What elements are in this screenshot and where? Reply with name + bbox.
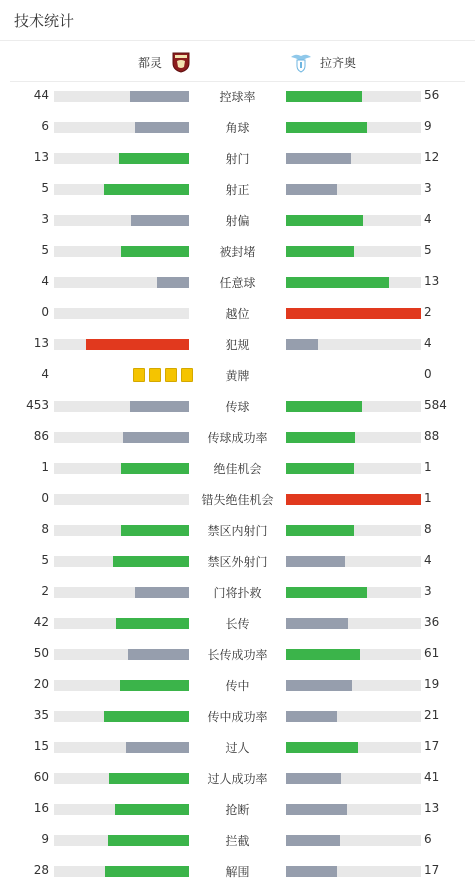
stat-label: 传球 [225, 400, 250, 414]
home-value: 44 [33, 88, 49, 102]
away-bar-track [286, 618, 421, 629]
away-bar [286, 463, 354, 474]
home-bar [128, 649, 189, 660]
away-bar [286, 246, 354, 257]
away-bar [286, 432, 355, 443]
home-bar [130, 91, 189, 102]
stat-row [0, 422, 475, 453]
teams-row [10, 41, 465, 82]
home-bar-track [54, 556, 189, 567]
home-bar-track [54, 432, 189, 443]
away-bar [286, 835, 340, 846]
home-bar [86, 339, 189, 350]
home-bar [121, 463, 189, 474]
away-bar [286, 339, 318, 350]
home-bar [119, 153, 189, 164]
away-bar-track [286, 401, 421, 412]
stat-row [0, 794, 475, 825]
away-bar-track [286, 122, 421, 133]
home-value: 0 [41, 491, 49, 505]
away-value: 13 [424, 274, 440, 288]
away-value: 0 [424, 367, 432, 381]
stat-label: 长传 [225, 617, 250, 631]
stats-header [0, 0, 475, 41]
home-bar-track [54, 866, 189, 877]
away-bar [286, 649, 360, 660]
home-bar [116, 618, 189, 629]
stat-row [0, 608, 475, 639]
stat-label: 解围 [225, 865, 250, 879]
home-value: 42 [33, 615, 49, 629]
away-bar [286, 308, 421, 319]
stat-row [0, 174, 475, 205]
away-value: 584 [424, 398, 447, 412]
away-value: 6 [424, 832, 432, 846]
home-bar [126, 742, 189, 753]
home-value: 16 [33, 801, 49, 815]
home-bar-track [54, 184, 189, 195]
stat-row [0, 391, 475, 422]
away-value: 1 [424, 491, 432, 505]
stat-label: 射偏 [225, 214, 250, 228]
stat-label: 门将扑救 [213, 586, 262, 600]
stat-row [0, 112, 475, 143]
yellow-cards [133, 368, 378, 382]
away-bar-track [286, 91, 421, 102]
away-value: 41 [424, 770, 440, 784]
stat-label: 越位 [225, 307, 250, 321]
home-value: 6 [41, 119, 49, 133]
home-value: 28 [33, 863, 49, 877]
home-bar-track [54, 122, 189, 133]
away-value: 13 [424, 801, 440, 815]
home-bar [104, 711, 189, 722]
away-value: 5 [424, 243, 432, 257]
home-value: 13 [33, 336, 49, 350]
home-value: 35 [33, 708, 49, 722]
home-value: 50 [33, 646, 49, 660]
stat-row [0, 546, 475, 577]
away-bar-track [286, 742, 421, 753]
away-value: 19 [424, 677, 440, 691]
home-bar [131, 215, 189, 226]
stat-row [0, 763, 475, 794]
stat-row [0, 484, 475, 515]
away-bar-track [286, 215, 421, 226]
torino-crest-icon [170, 51, 192, 73]
home-bar [123, 432, 189, 443]
away-value: 21 [424, 708, 440, 722]
away-bar-track [286, 866, 421, 877]
away-value: 8 [424, 522, 432, 536]
away-value: 2 [424, 305, 432, 319]
stat-row [0, 143, 475, 174]
home-value: 3 [41, 212, 49, 226]
away-value: 56 [424, 88, 440, 102]
away-team[interactable] [290, 51, 356, 73]
home-bar [108, 835, 189, 846]
home-bar [104, 184, 189, 195]
stat-label: 被封堵 [219, 245, 256, 259]
stat-label: 控球率 [219, 90, 256, 104]
stat-row [0, 856, 475, 887]
home-value: 5 [41, 181, 49, 195]
stat-row [0, 81, 475, 112]
home-bar [121, 525, 189, 536]
away-bar-track [286, 680, 421, 691]
home-bar-track [54, 153, 189, 164]
home-value: 9 [41, 832, 49, 846]
yellow-card-icon [133, 368, 145, 382]
page-title: 技术统计 [14, 12, 75, 30]
away-bar [286, 680, 352, 691]
stat-row [0, 577, 475, 608]
home-bar-track [54, 277, 189, 288]
away-bar-track [286, 773, 421, 784]
stat-row [0, 732, 475, 763]
home-bar-track [54, 525, 189, 536]
home-bar-track [54, 494, 189, 505]
home-bar-track [54, 773, 189, 784]
stat-label: 禁区内射门 [207, 524, 268, 538]
home-bar-track [54, 804, 189, 815]
home-bar-track [54, 680, 189, 691]
away-bar-track [286, 804, 421, 815]
stat-row [0, 236, 475, 267]
stat-row [0, 670, 475, 701]
stat-row [0, 360, 475, 391]
away-bar [286, 215, 363, 226]
away-bar-track [286, 556, 421, 567]
away-bar [286, 711, 337, 722]
stat-label: 任意球 [219, 276, 256, 290]
away-value: 1 [424, 460, 432, 474]
away-bar [286, 91, 362, 102]
home-bar [120, 680, 189, 691]
stat-label: 黄牌 [225, 369, 250, 383]
away-bar-track [286, 153, 421, 164]
home-value: 2 [41, 584, 49, 598]
away-value: 3 [424, 181, 432, 195]
stat-label: 长传成功率 [207, 648, 268, 662]
home-bar [157, 277, 189, 288]
home-bar [130, 401, 189, 412]
away-bar [286, 401, 362, 412]
lazio-eagle-icon [290, 51, 312, 73]
away-bar-track [286, 339, 421, 350]
away-value: 12 [424, 150, 440, 164]
away-bar [286, 804, 347, 815]
home-bar-track [54, 91, 189, 102]
home-bar [121, 246, 189, 257]
home-value: 20 [33, 677, 49, 691]
stat-label: 过人 [225, 741, 250, 755]
away-bar-track [286, 432, 421, 443]
away-bar [286, 153, 351, 164]
home-bar [105, 866, 189, 877]
away-value: 9 [424, 119, 432, 133]
stat-label: 射门 [225, 152, 250, 166]
home-team-name: 都灵 [138, 55, 163, 70]
stat-label: 传球成功率 [207, 431, 268, 445]
home-bar-track [54, 587, 189, 598]
home-bar [135, 587, 189, 598]
home-bar-track [54, 308, 189, 319]
away-value: 4 [424, 336, 432, 350]
away-bar-track [286, 835, 421, 846]
away-bar [286, 525, 354, 536]
away-value: 3 [424, 584, 432, 598]
stat-row [0, 329, 475, 360]
yellow-card-icon [149, 368, 161, 382]
away-value: 17 [424, 863, 440, 877]
away-bar-track [286, 246, 421, 257]
home-bar-track [54, 742, 189, 753]
home-bar [135, 122, 189, 133]
away-bar-track [286, 308, 421, 319]
home-bar-track [54, 246, 189, 257]
away-bar-track [286, 463, 421, 474]
home-value: 4 [41, 367, 49, 381]
home-value: 13 [33, 150, 49, 164]
home-value: 15 [33, 739, 49, 753]
home-value: 1 [41, 460, 49, 474]
stat-label: 射正 [225, 183, 250, 197]
stats-list [0, 81, 475, 887]
stat-label: 拦截 [225, 834, 250, 848]
away-bar [286, 184, 337, 195]
away-value: 17 [424, 739, 440, 753]
away-bar [286, 773, 341, 784]
away-bar [286, 556, 345, 567]
away-bar-track [286, 184, 421, 195]
stat-label: 禁区外射门 [207, 555, 268, 569]
stat-row [0, 701, 475, 732]
stat-row [0, 298, 475, 329]
stat-row [0, 453, 475, 484]
away-bar [286, 587, 367, 598]
away-value: 88 [424, 429, 440, 443]
home-value: 60 [33, 770, 49, 784]
stat-label: 传中成功率 [207, 710, 268, 724]
home-bar-track [54, 649, 189, 660]
home-bar-track [54, 711, 189, 722]
away-bar [286, 277, 389, 288]
home-value: 4 [41, 274, 49, 288]
stat-label: 角球 [225, 121, 250, 135]
home-value: 5 [41, 553, 49, 567]
away-bar-track [286, 587, 421, 598]
stat-label: 绝佳机会 [213, 462, 262, 476]
stat-label: 传中 [225, 679, 250, 693]
stat-label: 犯规 [225, 338, 250, 352]
home-bar [109, 773, 189, 784]
away-bar [286, 866, 337, 877]
away-bar-track [286, 649, 421, 660]
stat-row [0, 639, 475, 670]
away-bar-track [286, 711, 421, 722]
yellow-card-icon [165, 368, 177, 382]
home-team[interactable] [138, 51, 192, 73]
yellow-card-icon [181, 368, 193, 382]
home-bar [115, 804, 189, 815]
away-bar [286, 122, 367, 133]
away-bar-track [286, 525, 421, 536]
away-value: 36 [424, 615, 440, 629]
stat-label: 过人成功率 [207, 772, 268, 786]
stat-row [0, 825, 475, 856]
home-bar [113, 556, 189, 567]
away-value: 61 [424, 646, 440, 660]
home-value: 86 [33, 429, 49, 443]
home-bar-track [54, 835, 189, 846]
stat-row [0, 515, 475, 546]
away-team-name: 拉齐奥 [320, 55, 357, 70]
home-bar-track [54, 339, 189, 350]
home-value: 5 [41, 243, 49, 257]
away-bar-track [286, 494, 421, 505]
home-bar-track [54, 215, 189, 226]
home-value: 8 [41, 522, 49, 536]
stat-row [0, 267, 475, 298]
home-bar-track [54, 401, 189, 412]
home-value: 0 [41, 305, 49, 319]
away-bar [286, 494, 421, 505]
stat-label: 抢断 [225, 803, 250, 817]
away-value: 4 [424, 553, 432, 567]
home-bar-track [54, 463, 189, 474]
away-bar-track [286, 277, 421, 288]
stat-row [0, 205, 475, 236]
away-bar [286, 618, 348, 629]
stat-label: 错失绝佳机会 [201, 493, 274, 507]
home-bar-track [54, 618, 189, 629]
away-bar [286, 742, 358, 753]
home-value: 453 [26, 398, 49, 412]
away-value: 4 [424, 212, 432, 226]
